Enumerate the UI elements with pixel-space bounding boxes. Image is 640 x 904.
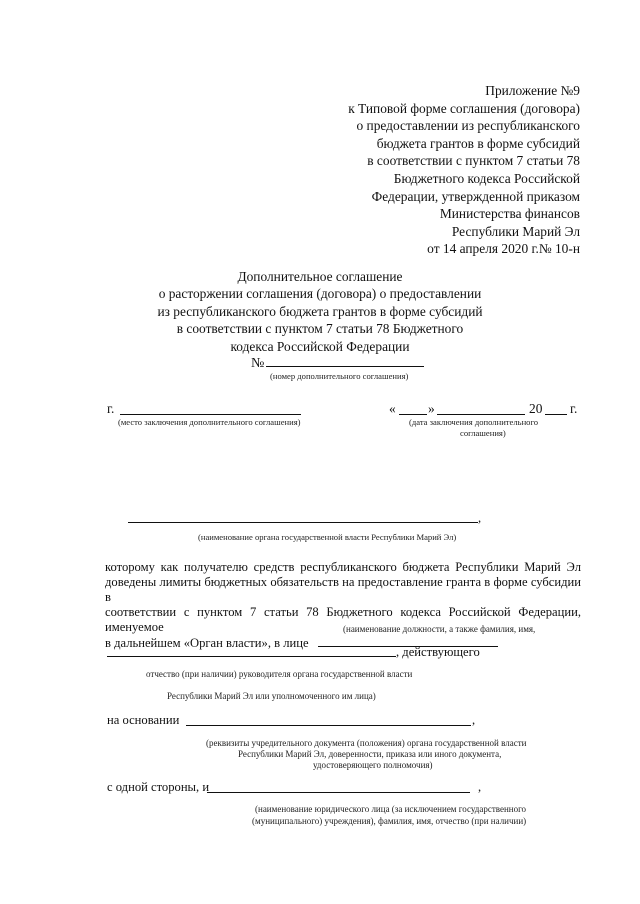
other-side-comma: , <box>478 780 482 794</box>
basis-line[interactable] <box>186 725 471 726</box>
number-sign: № <box>251 356 265 371</box>
other-party-caption-2: (муниципального) учреждения), фамилия, имя, отчество (при наличии) <box>252 816 527 826</box>
appendix-line: бюджета грантов в форме субсидий <box>376 135 580 151</box>
body-line: которому как получателю средств республиканского бюджета Республики Марий Эл <box>105 560 581 574</box>
place-line[interactable] <box>120 414 301 415</box>
title-line: Дополнительное соглашение <box>237 269 403 284</box>
document-title <box>0 268 640 355</box>
body-paragraph <box>105 560 581 651</box>
body-line-last <box>105 635 581 651</box>
representative-name-line[interactable] <box>107 656 396 657</box>
appendix-line: в соответствии с пунктом 7 статьи 78 <box>367 153 580 169</box>
appendix-header <box>348 82 580 258</box>
appendix-line: Республики Марий Эл <box>451 223 580 239</box>
title-line: кодекса Российской Федерации <box>230 338 410 354</box>
authority-name-line[interactable] <box>128 522 478 523</box>
body-line-prefix: в дальнейшем «Орган власти», в лице <box>105 636 309 650</box>
other-side-label: с одной стороны, и <box>107 780 210 794</box>
body-line: соответствии с пунктом 7 статьи 78 Бюджетного кодекса Российской Федерации, именуемое <box>105 605 581 634</box>
year-suffix: г. <box>570 401 578 416</box>
republic-caption: Республики Марий Эл или уполномоченного им лица) <box>167 691 376 701</box>
appendix-line: от 14 апреля 2020 г.№ 10-н <box>427 241 580 257</box>
body-line: доведены лимиты бюджетных обязательств на предоставление гранта в форме субсидии в <box>105 575 581 604</box>
title-line: о расторжении соглашения (договора) о предоставлении <box>158 286 482 302</box>
date-caption-2: соглашения) <box>460 428 506 438</box>
patronymic-caption: отчество (при наличии) руководителя органа государственной власти <box>146 669 413 679</box>
title-line: из республиканского бюджета грантов в форме субсидий <box>157 303 483 319</box>
appendix-line: о предоставлении из республиканского <box>356 118 580 134</box>
quote-open: « <box>389 401 396 416</box>
basis-caption-2: Республики Марий Эл, доверенности, приказа или иного документа, <box>238 749 502 759</box>
appendix-line: Бюджетного кодекса Российской <box>393 170 580 186</box>
appendix-line: Министерства финансов <box>439 206 580 222</box>
year-prefix: 20 <box>529 401 543 416</box>
title-line: в соответствии с пунктом 7 статьи 78 Бюджетного <box>176 321 464 337</box>
day-line[interactable] <box>399 414 427 415</box>
authority-comma: , <box>478 511 482 525</box>
basis-label: на основании <box>107 713 180 727</box>
year-line[interactable] <box>545 414 567 415</box>
city-prefix: г. <box>107 401 115 416</box>
appendix-line: Федерации, утвержденной приказом <box>371 188 580 204</box>
agreement-number-line[interactable] <box>266 354 424 367</box>
quote-close: » <box>428 401 435 416</box>
number-caption: (номер дополнительного соглашения) <box>270 371 409 381</box>
other-party-line[interactable] <box>207 792 470 793</box>
authority-caption: (наименование органа государственной власти Республики Марий Эл) <box>198 532 457 542</box>
appendix-line: к Типовой форме соглашения (договора) <box>348 100 580 116</box>
place-caption: (место заключения дополнительного соглашения) <box>118 417 301 427</box>
agreement-number-field <box>251 354 424 372</box>
basis-caption-3: удостоверяющего полномочия) <box>313 760 433 770</box>
date-caption-1: (дата заключения дополнительного <box>409 417 539 427</box>
appendix-line: Приложение №9 <box>485 83 580 98</box>
position-caption: (наименование должности, а также фамилия, имя, <box>343 624 536 634</box>
basis-comma: , <box>472 713 476 727</box>
month-line[interactable] <box>437 414 525 415</box>
acting-label: , действующего <box>396 645 480 659</box>
basis-caption-1: (реквизиты учредительного документа (положения) органа государственной власти <box>206 738 527 748</box>
other-party-caption-1: (наименование юридического лица (за исключением государственного <box>255 804 527 814</box>
